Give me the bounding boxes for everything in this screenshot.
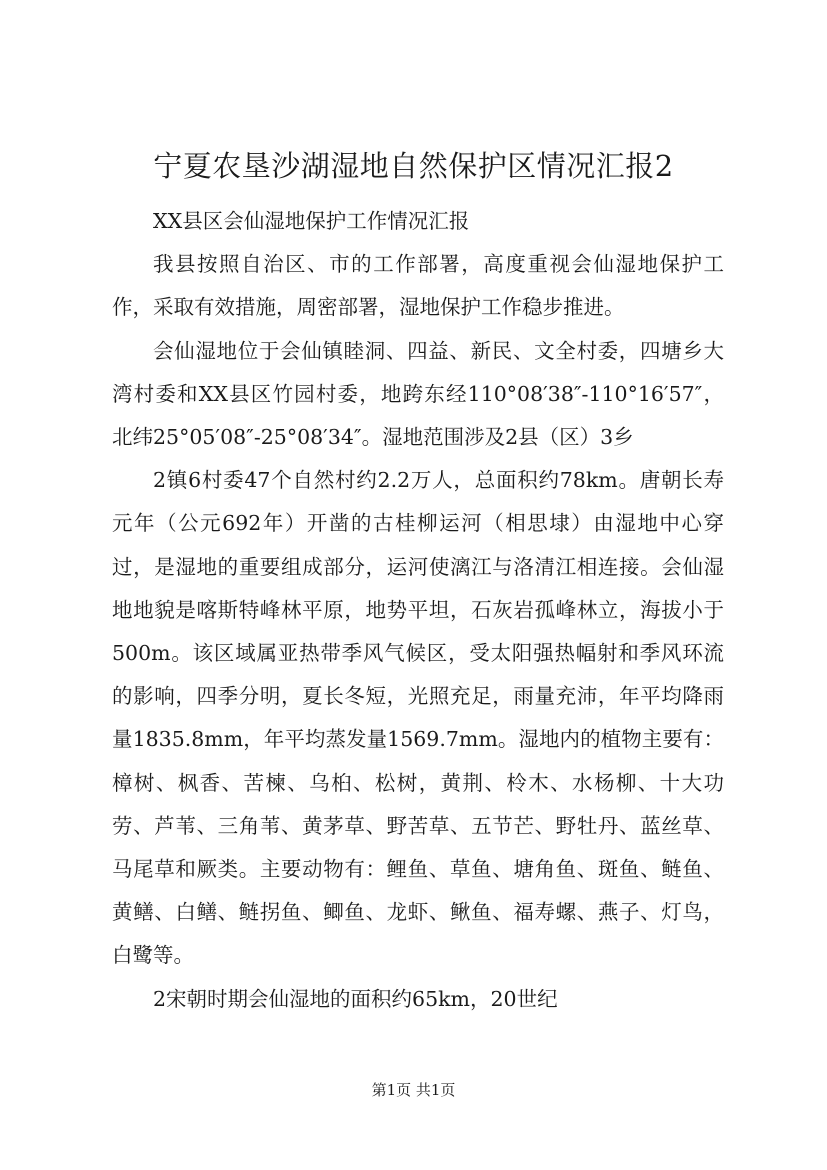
- paragraph: 2宋朝时期会仙湿地的面积约65km，20世纪: [153, 986, 558, 1011]
- document-body: [112, 200, 724, 1021]
- paragraph: 2镇6村委47个自然村约2.2万人，总面积约78km。唐朝长寿元年（公元692年）开凿的古桂柳运河（相思埭）由湿地中心穿过，是湿地的重要组成部分，运河使漓江与洛清江相连接。会仙湿地地貌是喀斯特峰林平原，地势平坦，石灰岩孤峰林立，海拔小于500m。该区域属亚热带季风气候区，受太阳强热幅射和季风环流的影响，四季分明，夏长冬短，光照充足，雨量充沛，年平均降雨量1835.8mm，年平均蒸发量1569.7mm。湿地内的植物主要有：樟树、枫香、苦楝、乌桕、松树，黄荆、柃木、水杨柳、十大功劳、芦苇、三角苇、黄茅草、野苦草、五节芒、野牡丹、蓝丝草、马尾草和厥类。主要动物有：鲤鱼、草鱼、塘角鱼、斑鱼、鲢鱼、黄鳝、白鳝、鲢拐鱼、鲫鱼、龙虾、鳅鱼、福寿螺、燕子、灯鸟，白鹭等。: [112, 468, 724, 968]
- paragraph: 会仙湿地位于会仙镇睦洞、四益、新民、文全村委，四塘乡大湾村委和XX县区竹园村委，地跨东经110°08′38″-110°16′57″，北纬25°05′08″-25°08′34″。湿地范围涉及2县（区）3乡: [112, 338, 724, 450]
- paragraph: 我县按照自治区、市的工作部署，高度重视会仙湿地保护工作，采取有效措施，周密部署，湿地保护工作稳步推进。: [112, 252, 724, 320]
- document-title: 宁夏农垦沙湖湿地自然保护区情况汇报2: [153, 149, 674, 183]
- page-footer: 第1页 共1页: [371, 1081, 456, 1099]
- paragraph-subtitle: XX县区会仙湿地保护工作情况汇报: [153, 209, 470, 233]
